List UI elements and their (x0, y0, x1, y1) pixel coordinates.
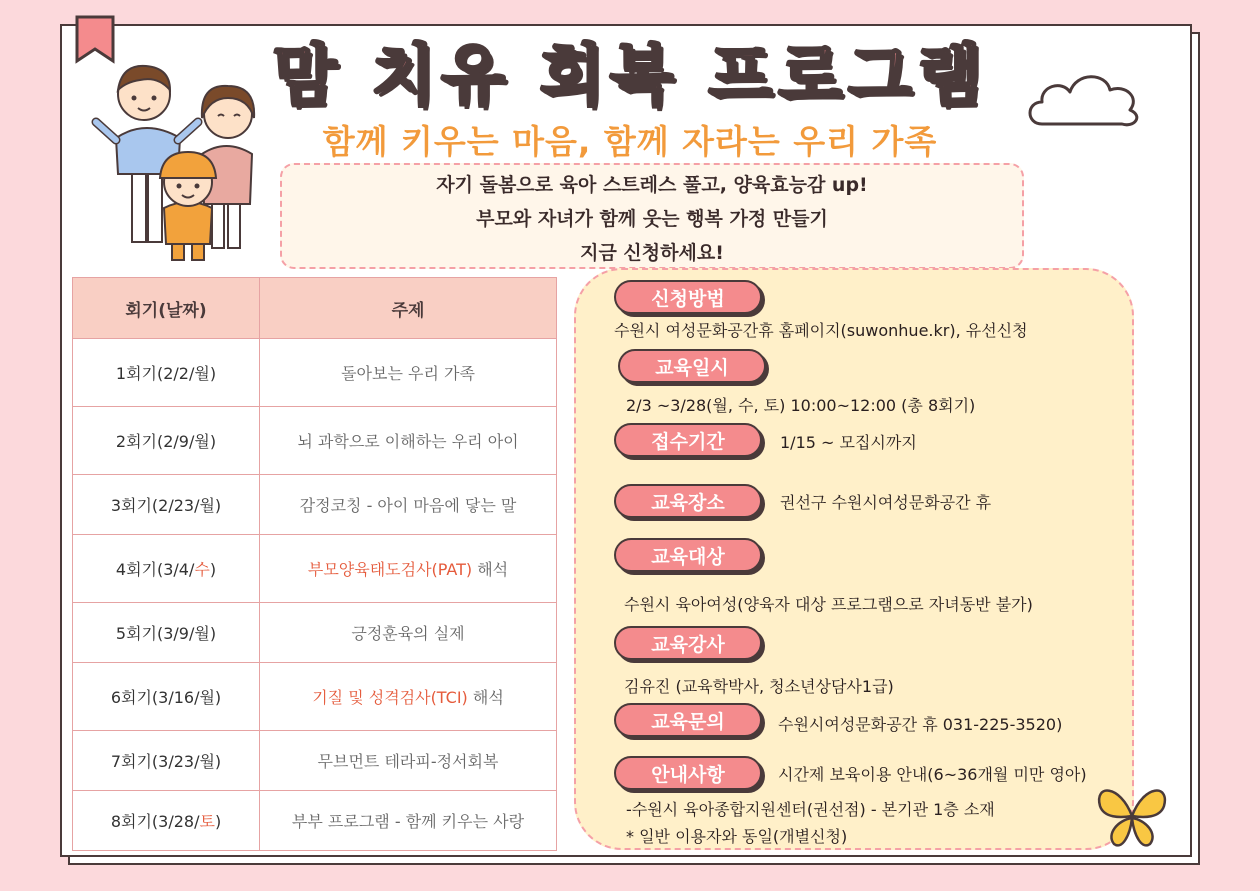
session-cell: 2회기(2/9/월) (73, 407, 260, 475)
notice-text: 시간제 보육이용 안내(6~36개월 미만 영아) (778, 765, 1087, 784)
page-title: 맘 치유 회복 프로그램 (272, 37, 988, 114)
target-label: 교육대상 (614, 538, 762, 572)
session-cell: 7회기(3/23/월) (73, 731, 260, 791)
cloud-icon (1022, 64, 1144, 134)
topic-highlight: 부모양육태도검사(PAT) (307, 560, 473, 579)
notice-line: -수원시 육아종합지원센터(권선점) - 본기관 1층 소재 (626, 800, 995, 819)
period-text: 1/15 ~ 모집시까지 (780, 433, 917, 452)
table-row (73, 731, 557, 791)
session-cell (73, 791, 260, 851)
topic-cell: 무브먼트 테라피-정서회복 (260, 731, 557, 791)
session-text: ) (209, 560, 217, 579)
topic-cell (260, 535, 557, 603)
table-row (73, 535, 557, 603)
contact-label: 교육문의 (614, 703, 762, 737)
session-cell: 1회기(2/2/월) (73, 339, 260, 407)
session-cell (73, 535, 260, 603)
topic-text: 해석 (467, 688, 504, 707)
table-row (73, 663, 557, 731)
target-text: 수원시 육아여성(양육자 대상 프로그램으로 자녀동반 불가) (624, 595, 1033, 614)
session-highlight: 수 (194, 560, 210, 579)
column-header-session: 회기(날짜) (73, 278, 260, 339)
session-cell: 6회기(3/16/월) (73, 663, 260, 731)
place-label: 교육장소 (614, 484, 762, 518)
schedule-table (72, 277, 557, 851)
table-row (73, 475, 557, 535)
lecturer-label: 교육강사 (614, 626, 762, 660)
session-text: 8회기(3/28/ (110, 812, 200, 831)
datetime-text: 2/3 ~3/28(월, 수, 토) 10:00~12:00 (총 8회기) (626, 396, 976, 415)
contact-text: 수원시여성문화공간 휴 031-225-3520) (778, 715, 1063, 734)
message-line: 자기 돌봄으로 육아 스트레스 풀고, 양육효능감 up! (436, 174, 868, 196)
notice-line: * 일반 이용자와 동일(개별신청) (626, 827, 848, 846)
message-line: 지금 신청하세요! (580, 242, 724, 264)
table-row (73, 339, 557, 407)
topic-cell: 감정코칭 - 아이 마음에 닿는 말 (260, 475, 557, 535)
page-subtitle: 함께 키우는 마음, 함께 자라는 우리 가족 (322, 122, 938, 161)
topic-cell: 부부 프로그램 - 함께 키우는 사랑 (260, 791, 557, 851)
apply-method-text: 수원시 여성문화공간휴 홈페이지(suwonhue.kr), 유선신청 (614, 321, 1028, 340)
notice-label: 안내사항 (614, 756, 762, 790)
lecturer-text: 김유진 (교육학박사, 청소년상담사1급) (624, 677, 894, 696)
topic-highlight: 기질 및 성격검사(TCI) (312, 688, 468, 707)
topic-cell: 뇌 과학으로 이해하는 우리 아이 (260, 407, 557, 475)
table-row (73, 603, 557, 663)
table-header-row (73, 278, 557, 339)
table-row (73, 791, 557, 851)
apply-method-label: 신청방법 (614, 280, 762, 314)
session-cell: 5회기(3/9/월) (73, 603, 260, 663)
butterfly-icon (1092, 780, 1172, 852)
column-header-topic: 주제 (260, 278, 557, 339)
session-highlight: 토 (199, 812, 215, 831)
message-line: 부모와 자녀가 함께 웃는 행복 가정 만들기 (476, 208, 828, 230)
table-row (73, 407, 557, 475)
topic-text: 해석 (472, 560, 509, 579)
topic-cell: 긍정훈육의 실제 (260, 603, 557, 663)
session-text: 4회기(3/4/ (115, 560, 195, 579)
topic-cell (260, 663, 557, 731)
family-illustration (88, 58, 288, 268)
datetime-label: 교육일시 (618, 349, 766, 383)
topic-cell: 돌아보는 우리 가족 (260, 339, 557, 407)
period-label: 접수기간 (614, 423, 762, 457)
session-cell: 3회기(2/23/월) (73, 475, 260, 535)
message-box (280, 163, 1024, 269)
place-text: 권선구 수원시여성문화공간 휴 (780, 493, 992, 512)
session-text: ) (214, 812, 222, 831)
